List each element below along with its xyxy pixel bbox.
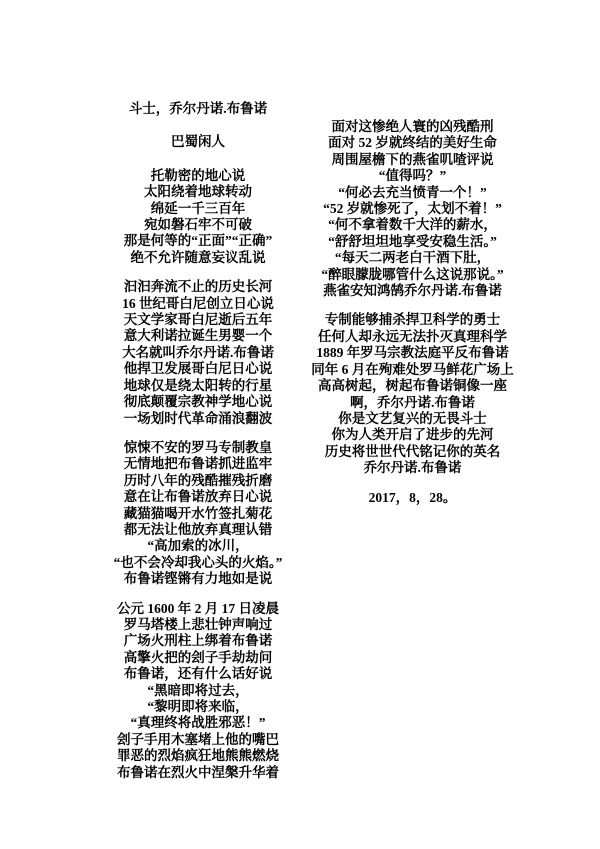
poem-stanza-2 <box>85 279 311 427</box>
poem-line: 彻底颠覆宗教神学地心说 <box>123 394 273 410</box>
poem-line: 你是文艺复兴的无畏斗士 <box>338 410 487 426</box>
poem-line: “舒舒坦坦地享受安稳生活。” <box>328 233 497 249</box>
poem-line: 布鲁诺铿锵有力地如是说 <box>123 571 273 587</box>
poem-right-column <box>300 119 525 506</box>
poem-line: “也不会冷却我心头的火焰。” <box>113 554 283 570</box>
poem-line: 16 世纪哥白尼创立日心说 <box>122 295 274 311</box>
poem-line: 意大利诺拉诞生男婴一个 <box>123 328 273 344</box>
poem-line: 托勒密的地心说 <box>150 167 246 183</box>
poem-line: 汩汩奔流不止的历史长河 <box>123 279 273 295</box>
poem-line: “值得吗？” <box>378 168 447 184</box>
poem-line: 专制能够捕杀捍卫科学的勇士 <box>324 312 501 328</box>
poem-line: 那是何等的“正面”“正确” <box>123 233 273 249</box>
poem-line: “黑暗即将过去， <box>147 682 249 698</box>
poem-line: 无情地把布鲁诺抓进监牢 <box>123 456 273 472</box>
poem-line: 面对这惨绝人寰的凶残酷刑 <box>331 119 494 134</box>
poem-line: 面对 52 岁就终结的美好生命 <box>328 135 497 151</box>
poem-line: 布鲁诺，还有什么话好说 <box>123 666 273 682</box>
poem-line: “高加索的冰川， <box>147 538 249 554</box>
poem-line: 都无法让他放弃真理认错 <box>123 521 273 537</box>
poem-line: 广场火刑柱上绑着布鲁诺 <box>123 633 273 649</box>
poem-line: 历时八年的残酷摧残折磨 <box>123 472 273 488</box>
poem-left-column <box>85 101 311 794</box>
poem-stanza-1 <box>85 168 311 266</box>
poem-line: “醉眼朦胧哪管什么这说那说。” <box>321 266 504 282</box>
poem-line: “每天二两老白干酒下肚， <box>334 250 491 266</box>
poem-line: 乔尔丹诺.布鲁诺 <box>363 460 462 476</box>
poem-line: 啊，乔尔丹诺.布鲁诺 <box>350 394 475 410</box>
poem-line: 一场划时代革命涌浪翻波 <box>123 410 273 426</box>
poem-line: 绵延一千三百年 <box>150 200 246 216</box>
poem-line: 他捍卫发展哥白尼日心说 <box>123 361 273 377</box>
poem-title: 斗士，乔尔丹诺.布鲁诺 <box>128 101 268 116</box>
poem-line: “黎明即将来临， <box>147 699 249 714</box>
poem-line: 历史将世世代代铭记你的英名 <box>324 443 501 459</box>
poem-line: “52 岁就惨死了，太划不着！” <box>323 201 502 217</box>
poem-line: 你为人类开启了进步的先河 <box>331 427 494 443</box>
poem-stanza-4 <box>85 601 311 781</box>
poem-stanza-5 <box>300 119 525 299</box>
poem-line: 大名就叫乔尔丹诺.布鲁诺 <box>122 344 274 360</box>
poem-line: 罪恶的烈焰疯狂地熊熊燃烧 <box>117 748 279 764</box>
poem-line: 燕雀安知鸿鹄乔尔丹诺.布鲁诺 <box>323 283 502 299</box>
poem-line: 布鲁诺在烈火中涅槃升华着 <box>117 764 279 780</box>
poem-line: 天文学家哥白尼逝后五年 <box>123 312 273 328</box>
poem-line: 公元 1600 年 2 月 17 日凌晨 <box>117 600 279 616</box>
poem-stanza-3 <box>85 440 311 588</box>
poem-line: 绝不允许随意妄议乱说 <box>130 249 266 265</box>
poem-stanza-6 <box>300 312 525 476</box>
poem-line: “何不拿着数千大洋的薪水， <box>328 217 497 233</box>
poem-line: 周围屋檐下的燕雀叽喳评说 <box>331 151 494 167</box>
poem-line: 藏猫猫喝开水竹签扎菊花 <box>123 505 273 521</box>
poem-line: 意在让布鲁诺放弃日心说 <box>123 489 273 505</box>
poem-line: “何必去充当愤青一个！” <box>338 184 487 200</box>
poem-line: 高擎火把的刽子手劫劫问 <box>123 649 273 665</box>
poem-line: “真理终将战胜邪恶！” <box>130 715 266 731</box>
poem-line: 1889 年罗马宗教法庭平反布鲁诺 <box>316 345 509 361</box>
poem-line: 地球仅是绕太阳转的行星 <box>123 377 273 393</box>
poem-line: 惊悚不安的罗马专制教皇 <box>123 439 273 455</box>
poem-line: 罗马塔楼上悲壮钟声响过 <box>123 616 273 632</box>
poem-line: 高高树起，树起布鲁诺铜像一座 <box>318 378 507 394</box>
poem-line: 任何人却永远无法扑灭真理科学 <box>318 328 507 344</box>
poem-author: 巴蜀闲人 <box>171 134 225 150</box>
poem-date: 2017，8，28。 <box>368 489 457 505</box>
poem-line: 刽子手用木塞堵上他的嘴巴 <box>117 731 279 747</box>
poem-line: 宛如磐石牢不可破 <box>144 217 252 233</box>
poem-line: 同年 6 月在殉难处罗马鲜花广场上 <box>311 361 514 377</box>
poem-line: 太阳绕着地球转动 <box>144 184 252 200</box>
